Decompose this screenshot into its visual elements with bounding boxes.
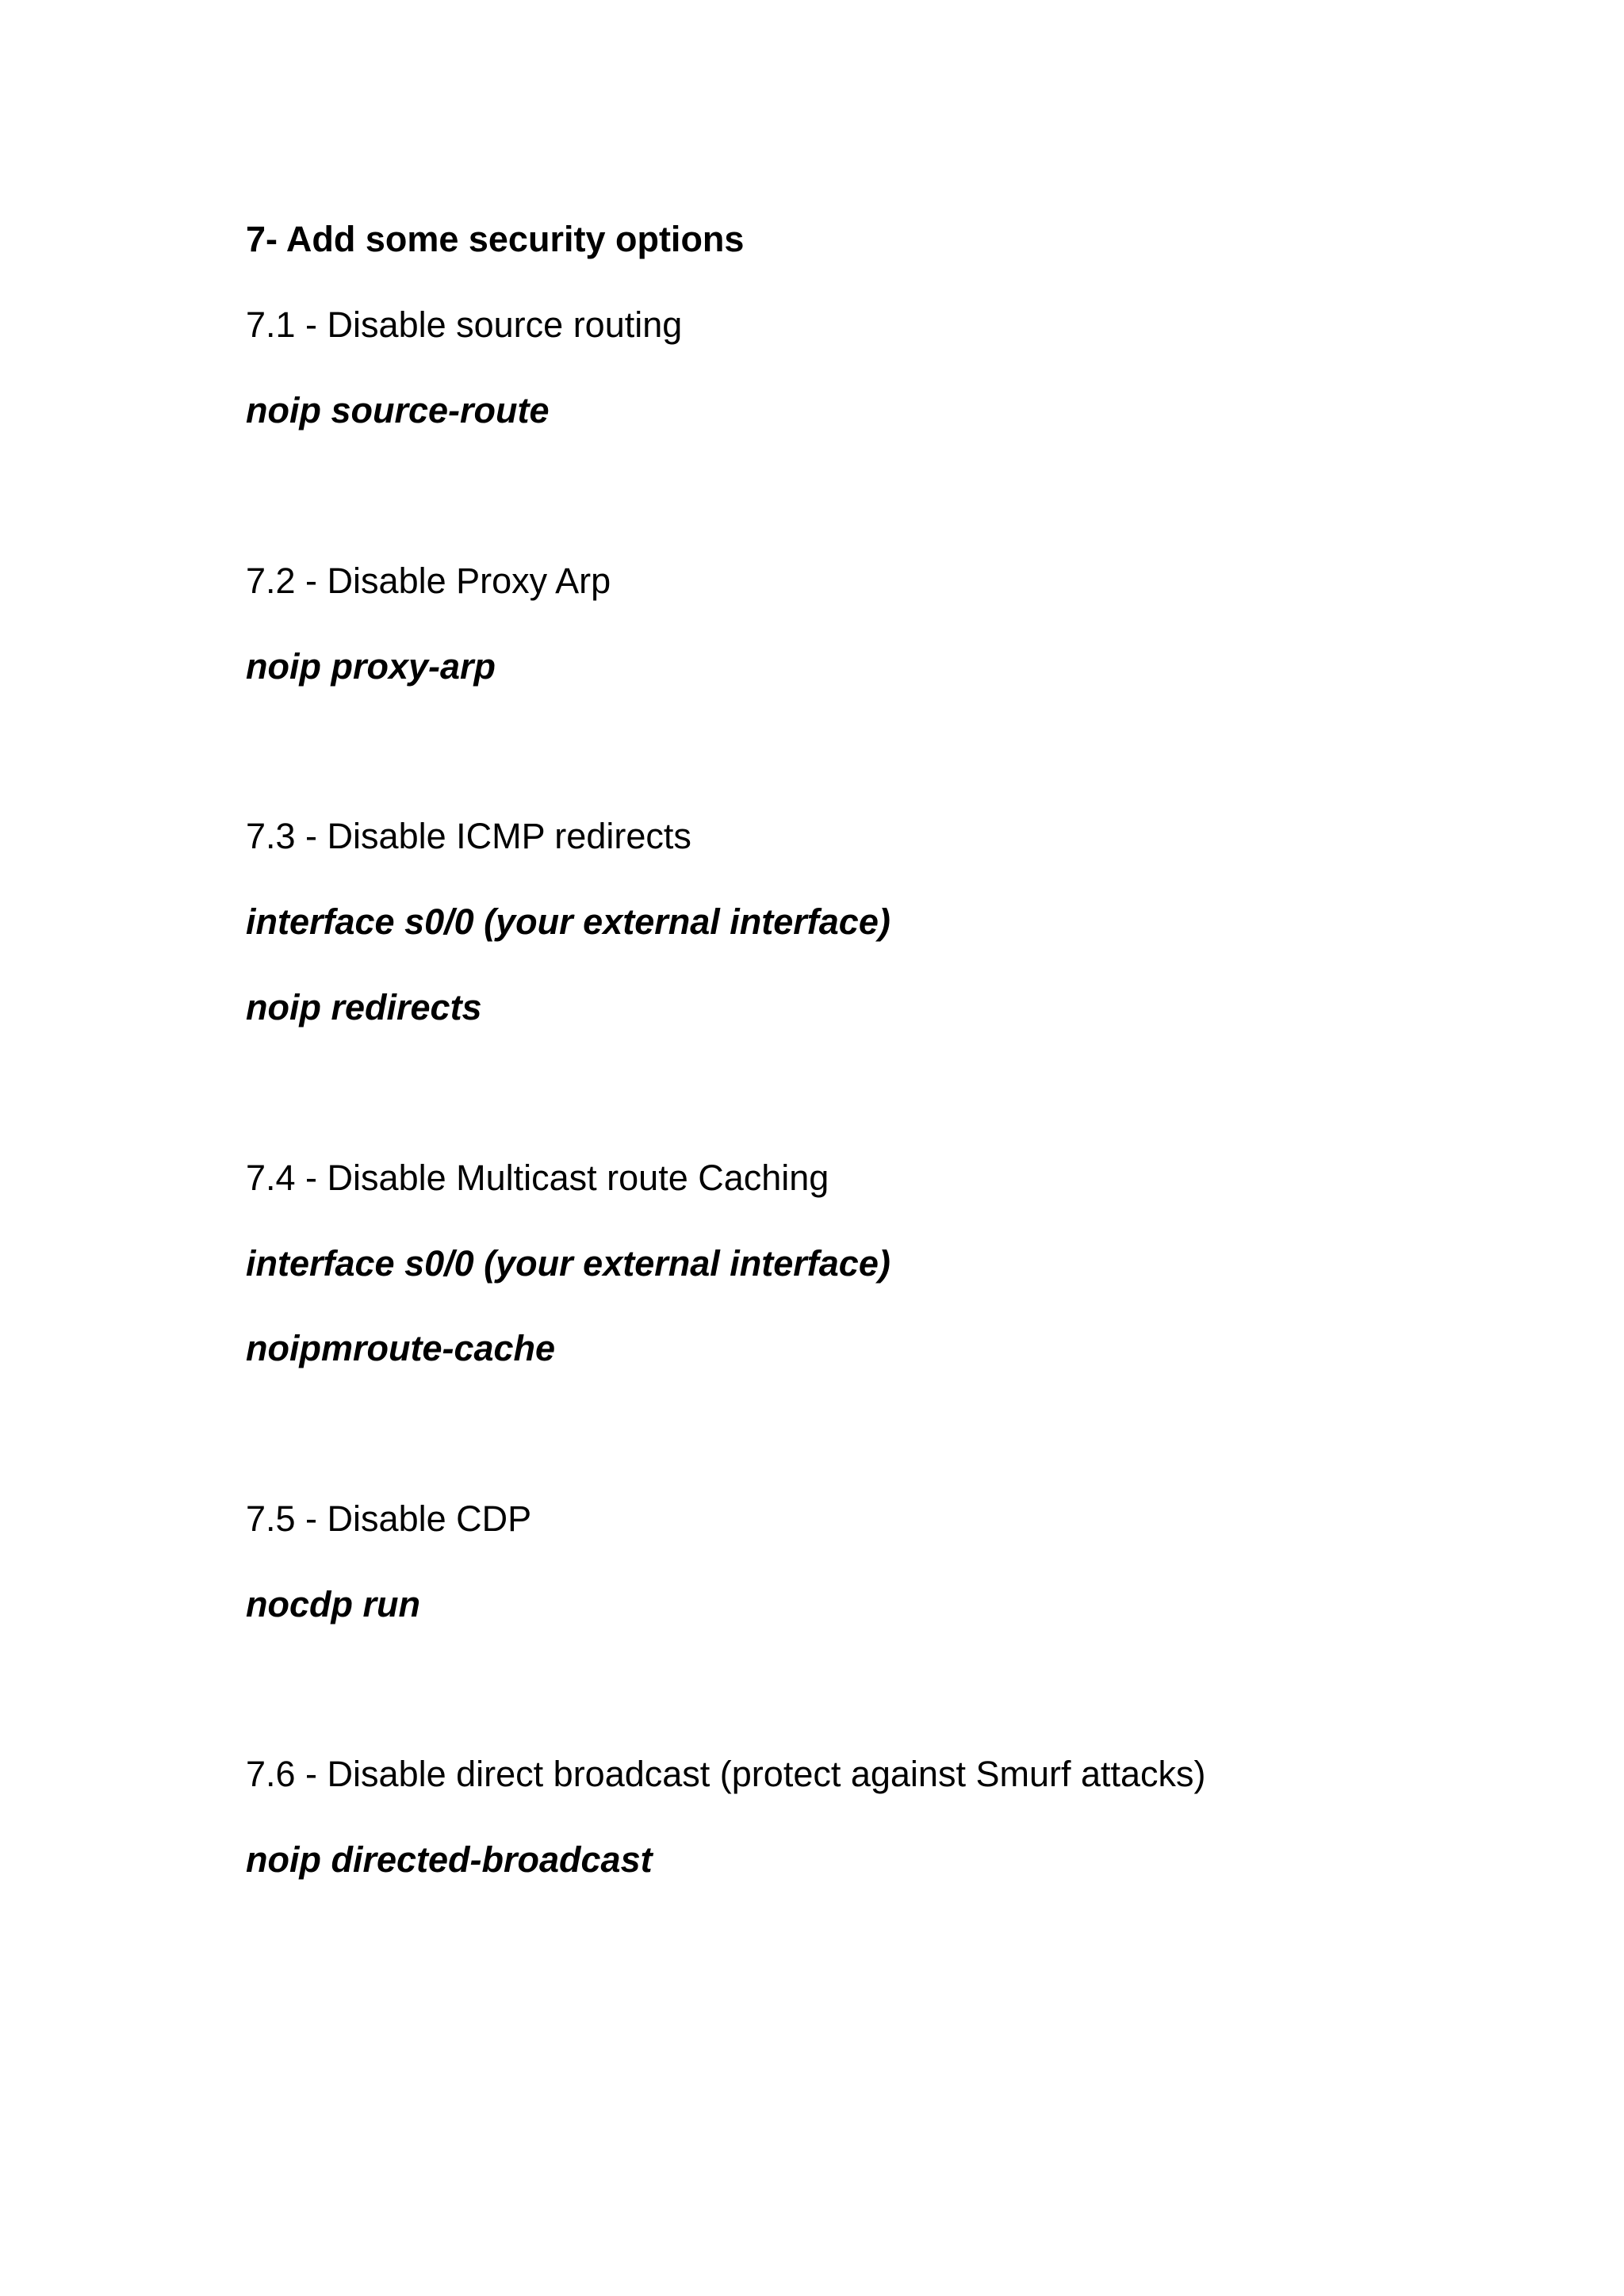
- command-line: noip directed-broadcast: [246, 1839, 653, 1880]
- command-line: noip redirects: [246, 987, 482, 1027]
- command-line: noipmroute-cache: [246, 1328, 556, 1368]
- section-heading: 7- Add some security options: [246, 219, 745, 259]
- command-line: nocdp run: [246, 1584, 420, 1624]
- subsection-title-7-6: 7.6 - Disable direct broadcast (protect against Smurf attacks): [246, 1754, 1206, 1794]
- subsection-title-7-1: 7.1 - Disable source routing: [246, 304, 683, 345]
- command-line: interface s0/0 (your external interface): [246, 1243, 891, 1284]
- command-line: interface s0/0 (your external interface): [246, 901, 891, 942]
- command-line: noip proxy-arp: [246, 646, 496, 687]
- command-line: noip source-route: [246, 390, 550, 430]
- subsection-title-7-3: 7.3 - Disable ICMP redirects: [246, 816, 691, 856]
- subsection-title-7-4: 7.4 - Disable Multicast route Caching: [246, 1158, 829, 1198]
- subsection-title-7-2: 7.2 - Disable Proxy Arp: [246, 561, 611, 601]
- subsection-title-7-5: 7.5 - Disable CDP: [246, 1498, 532, 1539]
